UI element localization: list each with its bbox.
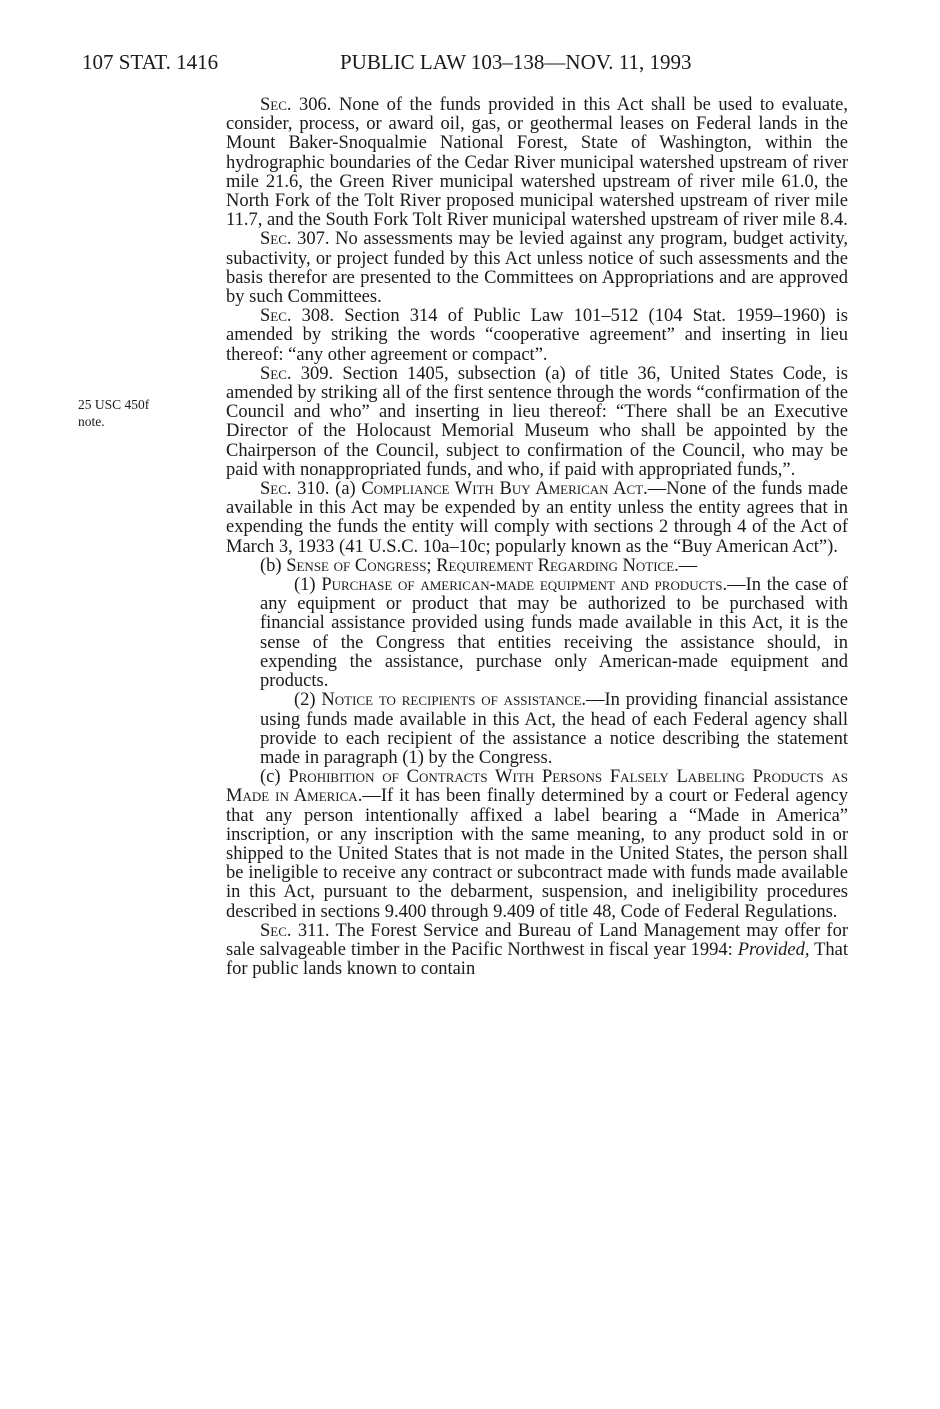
law-title: PUBLIC LAW 103–138—NOV. 11, 1993	[340, 50, 692, 74]
margin-note-citation: 25 USC 450f	[78, 397, 150, 412]
section-text: —None of the funds made available in this Act may be expended by an entity unless the entity agrees that in expending the funds the entity will comply with sections 2 through 4 of the Act of March 3, 1933 (41 U.S.C. 10a–10c; popularly known as the “Buy American Act”).	[226, 479, 848, 557]
subsection-marker: (b)	[260, 555, 282, 576]
section-311	[226, 922, 848, 980]
section-text: —If it has been finally determined by a court or Federal agency that any person intentionally affixed a label bearing a “Made in America” inscription, or any inscription with the same meaning, to any product sold in or shipped to the United States that is not made in the United States, the person shall be ineligible to receive any contract or subcontract made with funds made available in this Act, pursuant to the debarment, suspension, and ineligibility procedures described in sections 9.400 through 9.409 of title 48, Code of Federal Regulations.	[226, 786, 848, 922]
proviso-word: Provided,	[737, 939, 810, 960]
section-text-continued: That for public lands known to contain	[226, 939, 848, 980]
section-text: No assessments may be levied against any program, budget activity, subactivity, or project funded by this Act unless notice of such assessments and the basis therefor are presented to the Committees on Appropriations and are approved by such Committees.	[226, 229, 849, 308]
section-text: —	[678, 555, 698, 576]
section-306	[226, 96, 848, 230]
page-header	[82, 50, 842, 80]
section-label: Sec. 309.	[260, 363, 334, 384]
section-307	[226, 230, 848, 307]
statute-page-number: 107 STAT. 1416	[82, 50, 219, 74]
paragraph-marker: (2)	[294, 690, 316, 711]
section-label: Sec. 308.	[260, 306, 335, 327]
subsection-heading: Sense of Congress; Requirement Regarding Notice.	[286, 555, 679, 576]
margin-note	[78, 396, 208, 430]
section-text: Section 1405, subsection (a) of title 36, United States Code, is amended by striking all of the first sentence through the words “confirmation of the Council and who” and inserting in lieu thereof: “There shall be an Executive Director of the Holocaust Memorial Museum who shall be appointed by the Chairperson of the Council, subject to confirmation of the Council, who may be paid with nonappropriated funds, and who, if paid with appropriated funds,”.	[226, 363, 848, 480]
paragraph-heading: Purchase of american-made equipment and products.	[321, 575, 728, 596]
section-text: The Forest Service and Bureau of Land Management may offer for sale salvageable timber in the Pacific Northwest in fiscal year 1994:	[226, 920, 849, 960]
section-309	[226, 365, 848, 480]
section-label: Sec. 306.	[260, 95, 332, 115]
subsection-marker: (a)	[335, 479, 356, 500]
paragraph-marker: (1)	[294, 575, 316, 596]
section-308	[226, 307, 848, 365]
subsection-heading: Prohibition of Contracts With Persons Falsely Labeling Products as Made in America.	[226, 767, 849, 807]
section-text: —In the case of any equipment or product that may be authorized to be purchased with financial assistance provided using funds made available in this Act, it is the sense of the Congress that entities receiving the assistance should, in expending the assistance, purchase only American-made equipment and products.	[260, 575, 848, 692]
section-310-a	[226, 480, 848, 557]
section-text: None of the funds provided in this Act shall be used to evaluate, consider, process, or award oil, gas, or geothermal leases on Federal lands in the Mount Baker-Snoqualmie National Forest, State of Washington, within the hydrographic boundaries of the Cedar River municipal watershed upstream of river mile 21.6, the Green River municipal watershed upstream of river mile 61.0, the North Fork of the Tolt River proposed municipal watershed upstream of river mile 11.7, and the South Fork Tolt River municipal watershed upstream of river mile 8.4.	[226, 95, 849, 231]
section-label: Sec. 307.	[260, 229, 330, 250]
section-label: Sec. 310.	[260, 479, 330, 500]
margin-note-label: note.	[78, 414, 105, 429]
subsection-heading: Compliance With Buy American Act.	[361, 479, 648, 500]
document-body	[226, 96, 848, 979]
subsection-marker: (c)	[260, 767, 281, 788]
section-text: —In providing financial assistance using funds made available in this Act, the head of each Federal agency shall provide to each recipient of the assistance a notice describing the statement made in paragraph (1) by the Congress.	[260, 690, 849, 768]
section-310-c	[226, 768, 848, 922]
section-310-b-2	[226, 691, 848, 768]
section-label: Sec. 311.	[260, 920, 330, 941]
paragraph-heading: Notice to recipients of assistance.	[321, 690, 587, 711]
section-310-b	[226, 557, 848, 576]
section-text: Section 314 of Public Law 101–512 (104 Stat. 1959–1960) is amended by striking the words “cooperative agreement” and inserting in lieu thereof: “any other agreement or compact”.	[226, 306, 849, 365]
section-310-b-1	[226, 576, 848, 691]
